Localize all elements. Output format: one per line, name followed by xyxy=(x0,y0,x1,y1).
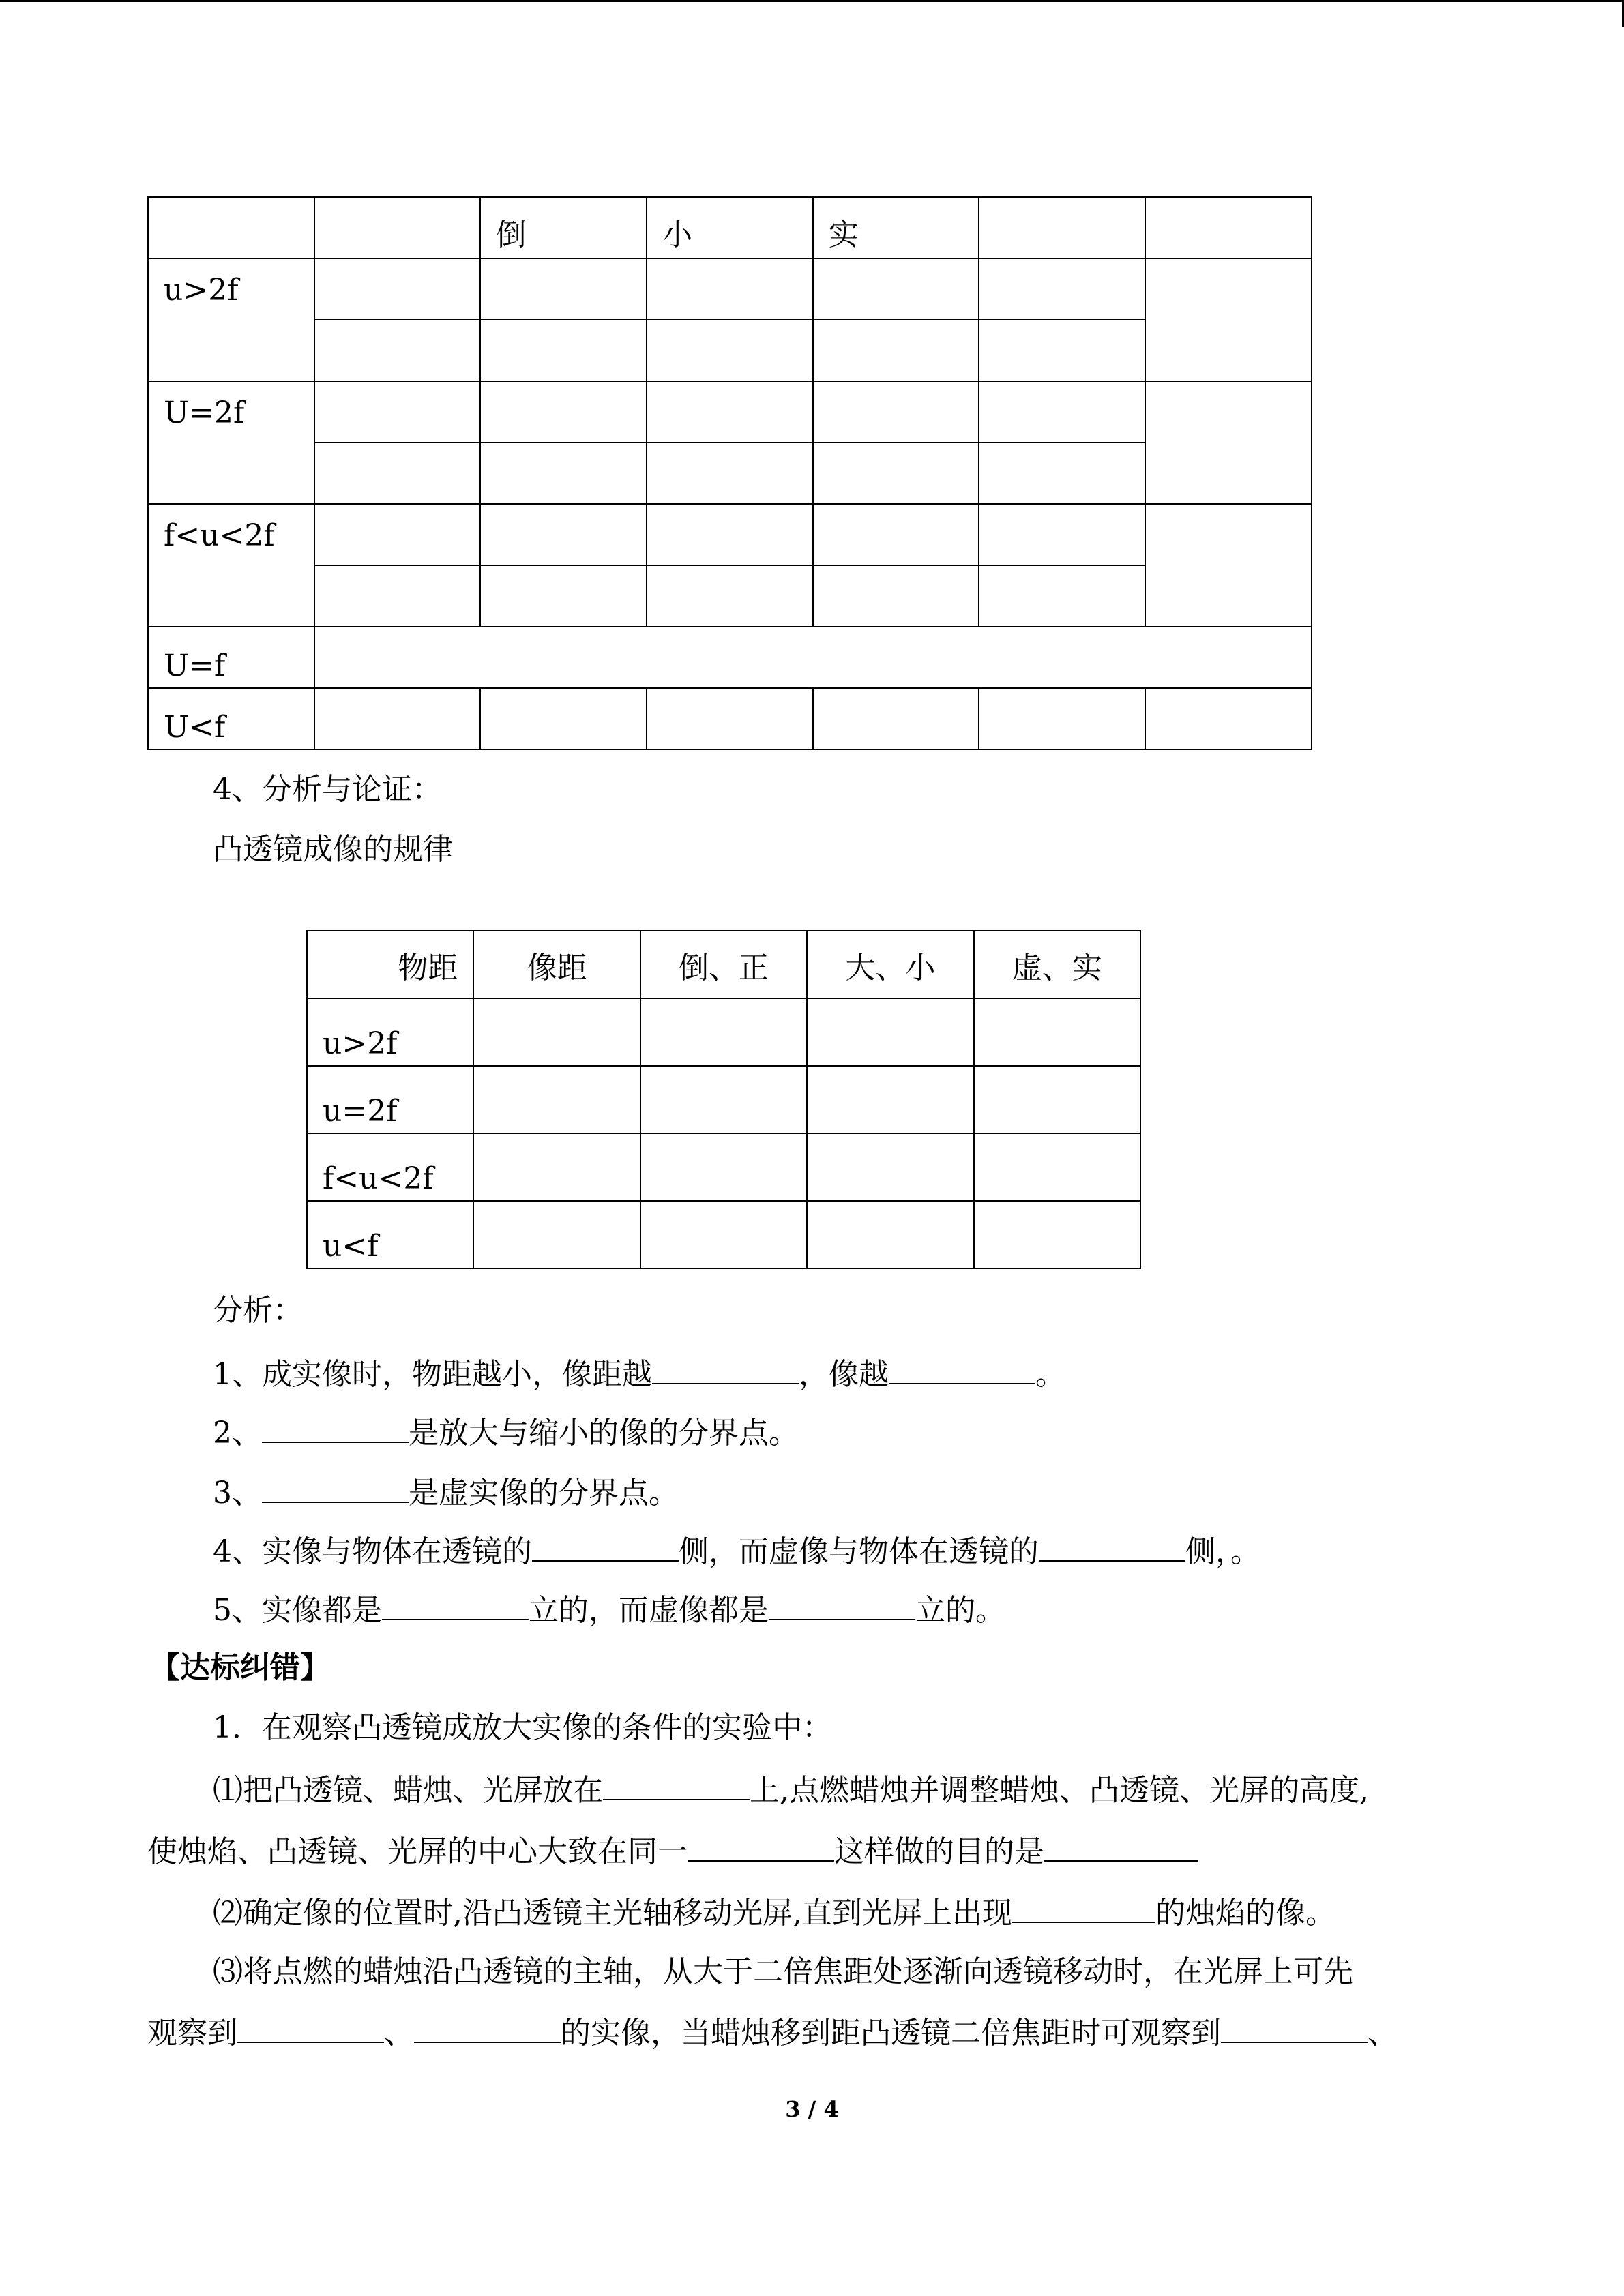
table-cell xyxy=(974,1201,1140,1268)
table-cell xyxy=(647,258,813,320)
column-header: 物距 xyxy=(307,931,473,998)
table-cell xyxy=(1145,197,1312,258)
table-cell xyxy=(148,197,314,258)
table-row xyxy=(148,197,1312,258)
question-text: ⑵确定像的位置时,沿凸透镜主光轴移动光屏,直到光屏上出现 xyxy=(213,1896,1012,1930)
table-cell: 倒 xyxy=(480,197,647,258)
answer-blank[interactable] xyxy=(769,1589,915,1620)
answer-blank[interactable] xyxy=(889,1353,1035,1384)
table-cell xyxy=(473,1066,640,1133)
row-label: U<f xyxy=(148,688,314,749)
table-cell xyxy=(979,504,1145,565)
table-cell xyxy=(314,197,481,258)
question-text: 3、 xyxy=(213,1476,262,1510)
table-cell xyxy=(314,688,481,749)
analysis-question-3 xyxy=(213,1472,679,1514)
answer-blank[interactable] xyxy=(262,1412,409,1443)
question-text: 使烛焰、凸透镜、光屏的中心大致在同一 xyxy=(147,1834,688,1869)
table-cell xyxy=(807,1133,973,1201)
question-text: 立的。 xyxy=(915,1593,1005,1628)
question-text: 侧，而虚像与物体在透镜的 xyxy=(679,1534,1039,1569)
table-cell xyxy=(979,381,1145,443)
table-cell xyxy=(640,1133,807,1201)
table-cell xyxy=(1145,504,1312,627)
table-cell xyxy=(979,197,1145,258)
table-cell xyxy=(480,565,647,627)
table-cell xyxy=(807,1201,973,1268)
question-text: ，像越 xyxy=(799,1357,889,1392)
answer-blank[interactable] xyxy=(1039,1530,1185,1562)
practice-item-1-cont xyxy=(147,1830,1198,1873)
answer-blank[interactable] xyxy=(1221,2012,1368,2043)
table-cell: 实 xyxy=(813,197,979,258)
table-row xyxy=(307,1066,1140,1133)
table-cell xyxy=(1145,381,1312,504)
question-text: 上,点燃蜡烛并调整蜡烛、凸透镜、光屏的高度, xyxy=(750,1773,1369,1808)
question-text: 观察到 xyxy=(147,2016,237,2051)
table-row xyxy=(307,998,1140,1066)
table-cell xyxy=(314,443,481,504)
table-cell xyxy=(314,258,481,320)
table-cell xyxy=(979,320,1145,381)
table-cell xyxy=(813,504,979,565)
table-row xyxy=(148,565,1312,627)
table-cell xyxy=(813,258,979,320)
table-cell xyxy=(813,381,979,443)
question-text: 是放大与缩小的像的分界点。 xyxy=(409,1416,799,1450)
table-cell xyxy=(473,1133,640,1201)
table-row xyxy=(148,627,1312,688)
table-cell xyxy=(480,688,647,749)
row-label: u<f xyxy=(307,1201,473,1268)
table-cell xyxy=(647,565,813,627)
table-cell xyxy=(480,258,647,320)
practice-item-2 xyxy=(213,1892,1335,1934)
table-cell xyxy=(314,565,481,627)
table-cell xyxy=(640,998,807,1066)
practice-item-1 xyxy=(213,1769,1369,1811)
table-cell xyxy=(480,443,647,504)
table-cell xyxy=(813,443,979,504)
table-cell xyxy=(647,504,813,565)
answer-blank[interactable] xyxy=(532,1530,679,1562)
question-text: 5、实像都是 xyxy=(213,1593,382,1628)
question-text: 、 xyxy=(1368,2016,1398,2051)
question-text: 2、 xyxy=(213,1416,262,1450)
table-cell xyxy=(480,504,647,565)
row-label: U=2f xyxy=(148,381,314,504)
question-text: 、 xyxy=(384,2016,414,2051)
table-row xyxy=(148,688,1312,749)
question-text: 4、实像与物体在透镜的 xyxy=(213,1534,532,1569)
table-cell xyxy=(480,320,647,381)
row-label: u=2f xyxy=(307,1066,473,1133)
table-cell xyxy=(473,998,640,1066)
question-text: ⑶将点燃的蜡烛沿凸透镜的主轴，从大于二倍焦距处逐渐向透镜移动时，在光屏上可先 xyxy=(213,1954,1353,1989)
table-row xyxy=(307,931,1140,998)
table-cell xyxy=(979,258,1145,320)
practice-heading: 【达标纠错】 xyxy=(150,1650,330,1685)
answer-blank[interactable] xyxy=(414,2012,561,2043)
table-cell xyxy=(974,1133,1140,1201)
analysis-question-4 xyxy=(213,1530,1260,1572)
table-cell xyxy=(979,443,1145,504)
table-cell xyxy=(974,998,1140,1066)
table-row xyxy=(148,443,1312,504)
question-text: ⑴把凸透镜、蜡烛、光屏放在 xyxy=(213,1773,603,1808)
section-subtitle: 凸透镜成像的规律 xyxy=(213,832,453,867)
column-header: 像距 xyxy=(473,931,640,998)
question-text: 。 xyxy=(1035,1357,1065,1392)
answer-blank[interactable] xyxy=(603,1769,750,1800)
table-cell xyxy=(813,688,979,749)
column-header: 大、小 xyxy=(807,931,973,998)
row-label: u>2f xyxy=(148,258,314,381)
practice-item-3-cont xyxy=(147,2012,1398,2054)
table-cell xyxy=(480,381,647,443)
table-cell xyxy=(813,320,979,381)
practice-intro: 1．在观察凸透镜成放大实像的条件的实验中： xyxy=(213,1710,832,1745)
column-header: 虚、实 xyxy=(974,931,1140,998)
column-header: 倒、正 xyxy=(640,931,807,998)
practice-item-3 xyxy=(213,1952,1353,1993)
page-top-border xyxy=(0,0,1624,2)
table-cell xyxy=(807,1066,973,1133)
table-cell xyxy=(1145,258,1312,381)
table-cell xyxy=(314,627,1312,688)
table-cell xyxy=(974,1066,1140,1133)
table-cell xyxy=(979,688,1145,749)
row-label: U=f xyxy=(148,627,314,688)
table-row xyxy=(148,258,1312,320)
analysis-question-2 xyxy=(213,1412,799,1454)
table-cell xyxy=(807,998,973,1066)
table-cell xyxy=(314,381,481,443)
table-cell xyxy=(647,688,813,749)
answer-blank[interactable] xyxy=(237,2012,384,2043)
table-cell xyxy=(979,565,1145,627)
row-label: u>2f xyxy=(307,998,473,1066)
experiment-record-table xyxy=(147,196,1312,750)
question-text: 的实像，当蜡烛移到距凸透镜二倍焦距时可观察到 xyxy=(561,2016,1221,2051)
table-cell xyxy=(647,443,813,504)
question-text: 立的，而虚像都是 xyxy=(529,1593,769,1628)
answer-blank[interactable] xyxy=(382,1589,529,1620)
answer-blank[interactable] xyxy=(652,1353,799,1384)
question-text: 的烛焰的像。 xyxy=(1155,1896,1335,1930)
table-cell xyxy=(640,1066,807,1133)
table-cell xyxy=(314,504,481,565)
table-row xyxy=(307,1201,1140,1268)
analysis-question-1 xyxy=(213,1353,1065,1395)
table-row xyxy=(307,1133,1140,1201)
question-text: 1、成实像时，物距越小，像距越 xyxy=(213,1357,652,1392)
table-cell xyxy=(473,1201,640,1268)
table-cell xyxy=(1145,688,1312,749)
table-row xyxy=(148,381,1312,443)
answer-blank[interactable] xyxy=(262,1472,409,1503)
analysis-question-5 xyxy=(213,1589,1005,1631)
question-text: 侧，。 xyxy=(1185,1534,1260,1569)
answer-blank[interactable] xyxy=(1044,1830,1198,1862)
imaging-rules-table xyxy=(306,930,1141,1269)
answer-blank[interactable] xyxy=(688,1830,834,1862)
table-cell xyxy=(314,320,481,381)
table-cell xyxy=(640,1201,807,1268)
question-text: 是虚实像的分界点。 xyxy=(409,1476,679,1510)
table-cell xyxy=(647,320,813,381)
answer-blank[interactable] xyxy=(1012,1892,1155,1923)
table-cell xyxy=(647,381,813,443)
table-cell: 小 xyxy=(647,197,813,258)
table-cell xyxy=(813,565,979,627)
row-label: f<u<2f xyxy=(148,504,314,627)
question-text: 这样做的目的是 xyxy=(834,1834,1044,1869)
row-label: f<u<2f xyxy=(307,1133,473,1201)
analysis-title: 分析： xyxy=(213,1293,303,1328)
table-row xyxy=(148,320,1312,381)
section-title: 4、分析与论证： xyxy=(213,772,442,807)
table-row xyxy=(148,504,1312,565)
page-number: 3 / 4 xyxy=(785,2096,839,2122)
